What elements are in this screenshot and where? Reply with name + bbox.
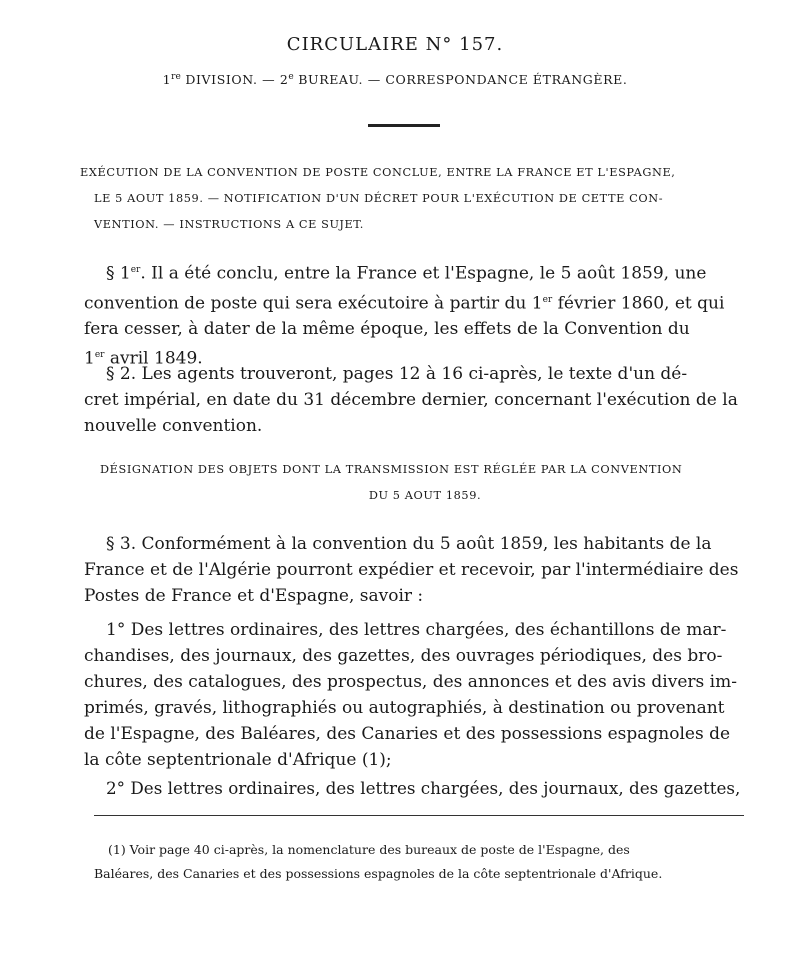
list-item-2 <box>84 775 744 801</box>
paragraph-line: Postes de France et d'Espagne, savoir : <box>84 586 424 606</box>
title-divider <box>368 124 440 127</box>
division-sup: re <box>171 72 181 82</box>
circular-title <box>0 34 790 55</box>
division-num: 1 <box>162 72 172 88</box>
summary-block <box>80 160 676 238</box>
paragraph-text: . Il a été conclu, entre la France et l'Espagne, le 5 août 1859, une <box>140 263 707 284</box>
paragraph-line: § 2. Les agents trouveront, pages 12 à 16 ci-après, le texte d'un dé- <box>106 364 688 384</box>
paragraph-line: § 3. Conformément à la convention du 5 août 1859, les habitants de la <box>106 534 712 554</box>
paragraph-line: chandises, des journaux, des gazettes, des ouvrages périodiques, des bro- <box>84 646 723 666</box>
summary-line: LE 5 AOUT 1859. — NOTIFICATION D'UN DÉCRET POUR L'EXÉCUTION DE CETTE CON- <box>94 192 664 205</box>
section-heading-line: DÉSIGNATION DES OBJETS DONT LA TRANSMISSION EST RÉGLÉE PAR LA CONVENTION <box>100 463 683 476</box>
bureau-num: 2 <box>279 72 289 88</box>
ordinal-sup: er <box>94 350 105 361</box>
paragraph-line <box>84 257 744 287</box>
section-heading <box>100 457 750 509</box>
paragraph-2 <box>84 361 744 439</box>
list-item-1 <box>84 617 744 773</box>
division-text: DIVISION. — <box>180 72 280 88</box>
paragraph-line: nouvelle convention. <box>84 416 263 436</box>
bureau-sup: e <box>288 72 294 82</box>
ordinal-sup: er <box>542 294 553 305</box>
paragraph-text: 1 <box>84 348 95 369</box>
footnote-line: Baléares, des Canaries et des possessions espagnoles de la côte septentrionale d'Afrique. <box>94 866 663 881</box>
paragraph-line: 1° Des lettres ordinaires, des lettres chargées, des échantillons de mar- <box>106 620 727 640</box>
paragraph-line: primés, gravés, lithographiés ou autographiés, à destination ou provenant <box>84 698 725 718</box>
bureau-text: BUREAU. — CORRESPONDANCE ÉTRANGÈRE. <box>293 72 628 88</box>
paragraph-line: la côte septentrionale d'Afrique (1); <box>84 750 392 770</box>
summary-line: EXÉCUTION DE LA CONVENTION DE POSTE CONCLUE, ENTRE LA FRANCE ET L'ESPAGNE, <box>80 166 676 179</box>
paragraph-line <box>84 287 744 317</box>
footnote-divider <box>94 815 744 816</box>
circular-title-text: CIRCULAIRE N° 157. <box>286 34 504 55</box>
division-line <box>0 72 790 87</box>
paragraph-line: fera cesser, à dater de la même époque, les effets de la Convention du <box>84 319 690 340</box>
paragraph-line: de l'Espagne, des Baléares, des Canaries et des possessions espagnoles de <box>84 724 731 744</box>
paragraph-line: 2° Des lettres ordinaires, des lettres chargées, des journaux, des gazettes, <box>106 778 741 798</box>
footnote <box>94 838 754 886</box>
section-heading-line: DU 5 AOUT 1859. <box>368 489 482 502</box>
paragraph-line: cret impérial, en date du 31 décembre dernier, concernant l'exécution de la <box>84 390 738 410</box>
paragraph-text: convention de poste qui sera exécutoire à partir du 1 <box>84 293 543 314</box>
paragraph-text: avril 1849. <box>104 348 203 369</box>
section-mark: § 1 <box>106 263 131 284</box>
footnote-line: (1) Voir page 40 ci-après, la nomenclature des bureaux de poste de l'Espagne, des <box>108 842 630 857</box>
paragraph-1 <box>84 257 744 372</box>
summary-line: VENTION. — INSTRUCTIONS A CE SUJET. <box>94 218 364 231</box>
section-mark-sup: er <box>130 265 141 275</box>
paragraph-line: chures, des catalogues, des prospectus, des annonces et des avis divers im- <box>84 672 737 692</box>
paragraph-text: février 1860, et qui <box>552 293 725 314</box>
paragraph-line: France et de l'Algérie pourront expédier et recevoir, par l'intermédiaire des <box>84 560 739 580</box>
paragraph-3 <box>84 531 744 609</box>
